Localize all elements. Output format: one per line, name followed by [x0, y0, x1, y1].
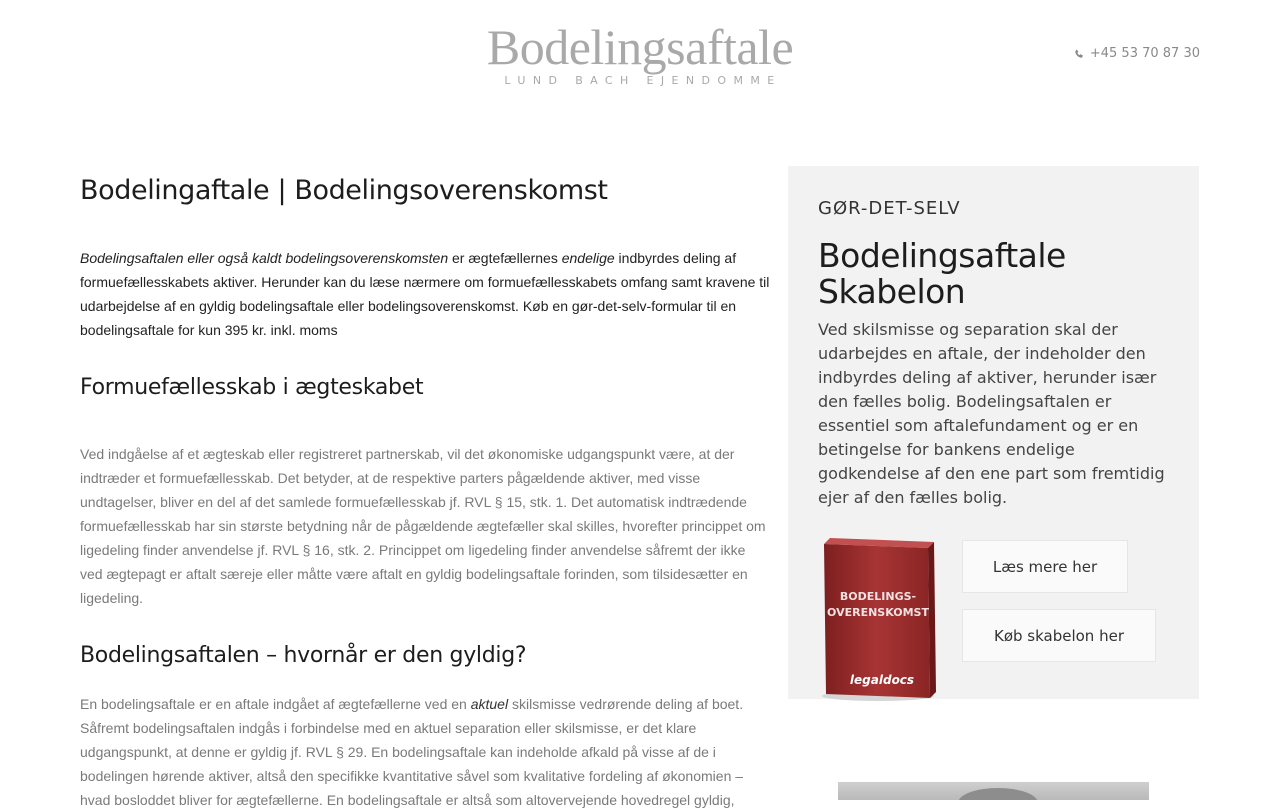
product-brand: legaldocs — [849, 673, 915, 687]
buy-template-button[interactable]: Køb skabelon her — [962, 609, 1156, 662]
logo-wordmark: Bodelingsaftale — [486, 19, 794, 75]
section-text-gyldighed — [80, 692, 770, 812]
section-title-formuefaellesskab: Formuefællesskab i ægteskabet — [80, 375, 424, 400]
portrait-photo — [838, 782, 1149, 800]
intro-paragraph — [80, 246, 770, 342]
main-content — [80, 166, 770, 812]
promo-title-line2: Skabelon — [818, 272, 966, 311]
section-title-gyldighed: Bodelingsaftalen – hvornår er den gyldig? — [80, 643, 527, 668]
read-more-button[interactable]: Læs mere her — [962, 540, 1128, 593]
phone-number: +45 53 70 87 30 — [1089, 46, 1200, 61]
product-label-line2: OVERENSKOMST — [827, 606, 929, 619]
promo-title — [818, 238, 1178, 310]
section-text-formuefaellesskab: Ved indgåelse af et ægteskab eller registreret partnerskab, vil det økonomiske udgangspunkt være, at der indtræder et formuefællesskab. Det betyder, at de respektive parters pågældende aktiver, med visse undtagelser, bliver en del af det samlede formuefællesskab jf. RVL § 15, stk. 1. Det automatisk indtrædende formuefællesskab har sin største betydning når de pågældende ægtefæller skal skilles, hvorefter princippet om ligedeling finder anvendelse jf. RVL § 16, stk. 2. Princippet om ligedeling finder anvendelse såfremt der ikke ved ægtepagt er aftalt særeje eller måtte være aftalt en gyldig bodelingsaftale forinden, som tilsidesætter en ligedeling. — [80, 446, 766, 606]
intro-italic-endelige: endelige — [561, 250, 615, 266]
header-phone[interactable] — [1074, 46, 1200, 61]
portrait-hair-shape — [958, 788, 1038, 800]
gyldighed-text-b: skilsmisse vedrørende deling af boet. Såfremt bodelingsaftalen indgås i forbindelse med en aktuel separation eller skilsmisse, er det klare udgangspunkt, at denne er gyldig jf. RVL § 29. En bodelingsaftale kan indeholde afkald på visse af de i bodelingen hørende aktiver, altså den specifikke kvantitative såvel som kvalitative fordeling af økonomien – hvad bosloddet bliver for ægtefællerne. En bodelingsaftale er altså som altovervejende hovedregel gyldig, — [80, 696, 744, 808]
promo-title-line1: Bodelingsaftale — [818, 236, 1066, 275]
promo-kicker: GØR-DET-SELV — [818, 198, 961, 219]
page-title: Bodelingaftale | Bodelingsoverenskomst — [80, 175, 608, 206]
site-header — [0, 0, 1280, 110]
site-logo[interactable] — [468, 18, 812, 87]
intro-text-b: indbyrdes deling af formuefællesskabets aktiver. Herunder kan du læse nærmere om formuefællesskabets omfang samt kravene til udarbejdelse af en gyldig bodelingsaftale eller bodelingsoverenskomst. Køb en gør-det-selv-formular til en bodelingsaftale for kun 395 kr. inkl. moms — [80, 250, 770, 338]
intro-italic-lead: Bodelingsaftalen eller også kaldt bodelingsoverenskomsten — [80, 250, 449, 266]
gyldighed-italic-aktuel: aktuel — [470, 696, 509, 712]
gyldighed-text-a: En bodelingsaftale er en aftale indgået af ægtefællerne ved en — [80, 696, 471, 712]
promo-description: Ved skilsmisse og separation skal der udarbejdes en aftale, der indeholder den indbyrdes deling af aktiver, herunder især den fælles bolig. Bodelingsaftalen er essentiel som aftalefundament og er en betingelse for bankens endelige godkendelse af den ene part som fremtidig ejer af den fælles bolig. — [818, 320, 1165, 507]
product-label-line1: BODELINGS- — [839, 590, 917, 603]
logo-tagline: LUND BACH EJENDOMME — [504, 74, 782, 87]
intro-text-a: er ægtefællernes — [448, 250, 562, 266]
template-promo-panel — [788, 166, 1199, 699]
phone-icon — [1074, 49, 1084, 59]
product-box-image — [818, 538, 936, 702]
